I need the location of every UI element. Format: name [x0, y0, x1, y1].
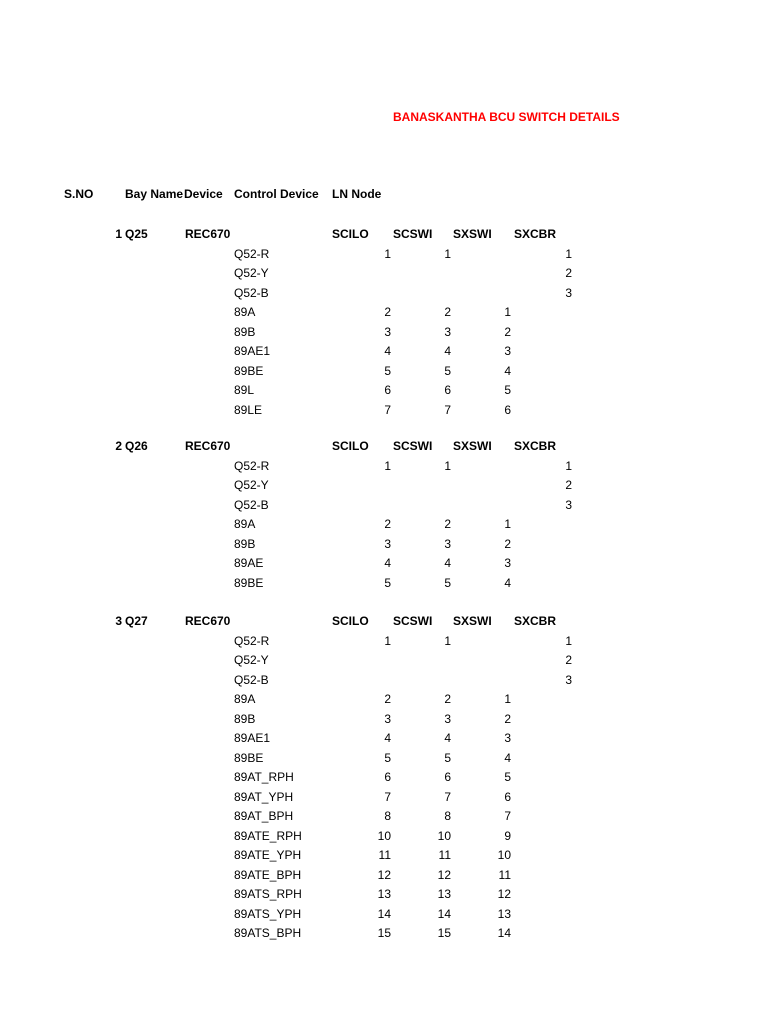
scilo-value: 5: [384, 750, 391, 765]
control-device-name: Q52-R: [234, 633, 270, 648]
control-device-name: 89ATS_BPH: [234, 926, 302, 940]
table-row: [0, 325, 768, 344]
bay-name: Q27: [125, 614, 148, 628]
scswi-value: 4: [444, 731, 451, 745]
scswi-value: 14: [437, 906, 451, 921]
scswi-value: 2: [444, 517, 451, 531]
bay-device: REC670: [185, 614, 231, 628]
scilo-value: 2: [384, 305, 391, 319]
ln-node-header: SCILO: [332, 227, 369, 241]
sxswi-value: 3: [504, 556, 511, 570]
sxswi-value: 5: [504, 770, 511, 784]
table-row: [0, 305, 768, 324]
bay-name: Q26: [125, 439, 148, 453]
scswi-value: 12: [437, 867, 451, 882]
scswi-value: 15: [437, 926, 451, 940]
page-title: BANASKANTHA BCU SWITCH DETAILS: [393, 110, 620, 124]
sxcbr-value: 2: [565, 478, 572, 492]
sxswi-value: 10: [497, 848, 511, 862]
table-row: [0, 266, 768, 285]
sxswi-value: 12: [497, 887, 511, 901]
table-row: [0, 868, 768, 887]
table-row: [0, 364, 768, 383]
table-row: [0, 692, 768, 711]
ln-node-header: SXSWI: [453, 614, 492, 628]
table-row: [0, 517, 768, 536]
bay-sno: 3: [115, 614, 122, 628]
table-row: [0, 809, 768, 828]
scilo-value: 3: [384, 536, 391, 551]
scswi-value: 1: [444, 633, 451, 648]
control-device-name: 89BE: [234, 750, 264, 765]
bay-device: REC670: [185, 439, 231, 453]
table-row: [0, 751, 768, 770]
bay-sno: 1: [115, 227, 122, 241]
scilo-value: 11: [378, 848, 391, 862]
control-device-name: 89A: [234, 305, 256, 319]
control-device-name: 89ATS_YPH: [234, 906, 302, 921]
scilo-value: 3: [384, 324, 391, 339]
scswi-value: 11: [438, 848, 451, 862]
control-device-name: 89L: [234, 383, 255, 397]
table-row: [0, 459, 768, 478]
scilo-value: 13: [377, 887, 391, 901]
header-ln-node: LN Node: [332, 187, 382, 201]
table-row: [0, 653, 768, 672]
header-control-device: Control Device: [234, 187, 319, 201]
sxcbr-value: 1: [565, 633, 572, 648]
control-device-name: 89AE: [234, 556, 264, 570]
bay-name: Q25: [125, 227, 148, 241]
scilo-value: 10: [377, 828, 391, 843]
scilo-value: 3: [384, 711, 391, 726]
table-row: [0, 926, 768, 945]
scilo-value: 8: [384, 809, 391, 823]
scswi-value: 7: [444, 789, 451, 804]
sxcbr-value: 3: [565, 285, 572, 300]
table-row: [0, 907, 768, 926]
ln-node-header: SCSWI: [393, 439, 433, 453]
scswi-value: 3: [444, 536, 451, 551]
scilo-value: 4: [384, 556, 391, 570]
sxswi-value: 2: [504, 324, 511, 339]
control-device-name: 89AT_YPH: [234, 789, 294, 804]
scswi-value: 5: [444, 750, 451, 765]
scswi-value: 2: [444, 305, 451, 319]
scswi-value: 2: [444, 692, 451, 706]
sxcbr-value: 2: [565, 266, 572, 280]
control-device-name: Q52-R: [234, 458, 270, 473]
scilo-value: 12: [377, 867, 391, 882]
sxswi-value: 2: [504, 711, 511, 726]
sxcbr-value: 1: [565, 246, 572, 261]
sxcbr-value: 3: [565, 497, 572, 512]
control-device-name: Q52-B: [234, 285, 269, 300]
sxswi-value: 4: [504, 575, 511, 590]
sxswi-value: 1: [504, 305, 511, 319]
control-device-name: 89B: [234, 711, 256, 726]
control-device-name: Q52-Y: [234, 653, 269, 667]
sxswi-value: 7: [504, 809, 511, 823]
sxswi-value: 4: [504, 750, 511, 765]
control-device-name: Q52-B: [234, 497, 269, 512]
control-device-name: 89AT_BPH: [234, 809, 294, 823]
scilo-value: 7: [384, 402, 391, 417]
control-device-name: 89BE: [234, 363, 264, 378]
sxswi-value: 3: [504, 731, 511, 745]
table-row: [0, 478, 768, 497]
table-row: [0, 344, 768, 363]
ln-node-header: SCILO: [332, 439, 369, 453]
bay-header-row: [0, 614, 768, 633]
scswi-value: 7: [444, 402, 451, 417]
sxcbr-value: 1: [565, 458, 572, 473]
sxswi-value: 5: [504, 383, 511, 397]
ln-node-header: SXSWI: [453, 227, 492, 241]
table-row: [0, 403, 768, 422]
ln-node-header: SCSWI: [393, 227, 433, 241]
control-device-name: 89AE1: [234, 344, 271, 358]
scilo-value: 6: [384, 770, 391, 784]
control-device-name: 89BE: [234, 575, 264, 590]
scswi-value: 6: [444, 770, 451, 784]
sxswi-value: 4: [504, 363, 511, 378]
table-row: [0, 731, 768, 750]
table-row: [0, 848, 768, 867]
sxswi-value: 6: [504, 789, 511, 804]
scilo-value: 7: [384, 789, 391, 804]
scilo-value: 5: [384, 363, 391, 378]
sxswi-value: 11: [498, 867, 511, 882]
control-device-name: 89ATE_RPH: [234, 828, 302, 843]
scswi-value: 3: [444, 711, 451, 726]
scilo-value: 1: [384, 633, 391, 648]
ln-node-header: SXCBR: [514, 227, 557, 241]
table-row: [0, 537, 768, 556]
header-sno: S.NO: [64, 187, 94, 201]
table-row: [0, 286, 768, 305]
table-row: [0, 770, 768, 789]
control-device-name: 89A: [234, 517, 256, 531]
scswi-value: 4: [444, 556, 451, 570]
sxcbr-value: 3: [565, 672, 572, 687]
ln-node-header: SCILO: [332, 614, 369, 628]
control-device-name: Q52-Y: [234, 478, 269, 492]
bay-header-row: [0, 439, 768, 458]
ln-node-header: SXSWI: [453, 439, 492, 453]
scilo-value: 15: [377, 926, 391, 940]
scilo-value: 4: [384, 731, 391, 745]
scswi-value: 13: [437, 887, 451, 901]
scswi-value: 1: [444, 458, 451, 473]
ln-node-header: SXCBR: [514, 614, 557, 628]
control-device-name: 89B: [234, 324, 256, 339]
scswi-value: 5: [444, 575, 451, 590]
ln-node-header: SCSWI: [393, 614, 433, 628]
table-row: [0, 247, 768, 266]
scswi-value: 6: [444, 383, 451, 397]
sxswi-value: 2: [504, 536, 511, 551]
header-device: Device: [184, 187, 223, 201]
scilo-value: 2: [384, 517, 391, 531]
table-row: [0, 829, 768, 848]
scswi-value: 4: [444, 344, 451, 358]
sxswi-value: 1: [504, 692, 511, 706]
sxswi-value: 9: [504, 828, 511, 843]
scilo-value: 6: [384, 383, 391, 397]
scilo-value: 2: [384, 692, 391, 706]
sxswi-value: 3: [504, 344, 511, 358]
table-row: [0, 383, 768, 402]
scilo-value: 5: [384, 575, 391, 590]
table-row: [0, 556, 768, 575]
scswi-value: 8: [444, 809, 451, 823]
sxswi-value: 14: [497, 926, 511, 940]
control-device-name: 89AT_RPH: [234, 770, 294, 784]
bay-device: REC670: [185, 227, 231, 241]
control-device-name: 89ATE_YPH: [234, 848, 302, 862]
table-row: [0, 498, 768, 517]
ln-node-header: SXCBR: [514, 439, 557, 453]
table-row: [0, 673, 768, 692]
scswi-value: 5: [444, 363, 451, 378]
header-bay-name: Bay Name: [125, 187, 184, 201]
sxswi-value: 6: [504, 402, 511, 417]
scswi-value: 3: [444, 324, 451, 339]
scswi-value: 10: [437, 828, 451, 843]
control-device-name: 89B: [234, 536, 256, 551]
control-device-name: 89A: [234, 692, 256, 706]
control-device-name: 89ATE_BPH: [234, 867, 302, 882]
scilo-value: 1: [384, 246, 391, 261]
sxswi-value: 1: [504, 517, 511, 531]
sxcbr-value: 2: [565, 653, 572, 667]
table-row: [0, 634, 768, 653]
scilo-value: 14: [377, 906, 391, 921]
control-device-name: Q52-Y: [234, 266, 269, 280]
scilo-value: 4: [384, 344, 391, 358]
control-device-name: Q52-B: [234, 672, 269, 687]
table-row: [0, 790, 768, 809]
sxswi-value: 13: [497, 906, 511, 921]
table-row: [0, 576, 768, 595]
table-row: [0, 712, 768, 731]
table-row: [0, 887, 768, 906]
scilo-value: 1: [384, 458, 391, 473]
bay-header-row: [0, 227, 768, 246]
bay-sno: 2: [115, 439, 122, 453]
scswi-value: 1: [444, 246, 451, 261]
control-device-name: 89AE1: [234, 731, 271, 745]
control-device-name: 89LE: [234, 402, 263, 417]
control-device-name: 89ATS_RPH: [234, 887, 302, 901]
control-device-name: Q52-R: [234, 246, 270, 261]
